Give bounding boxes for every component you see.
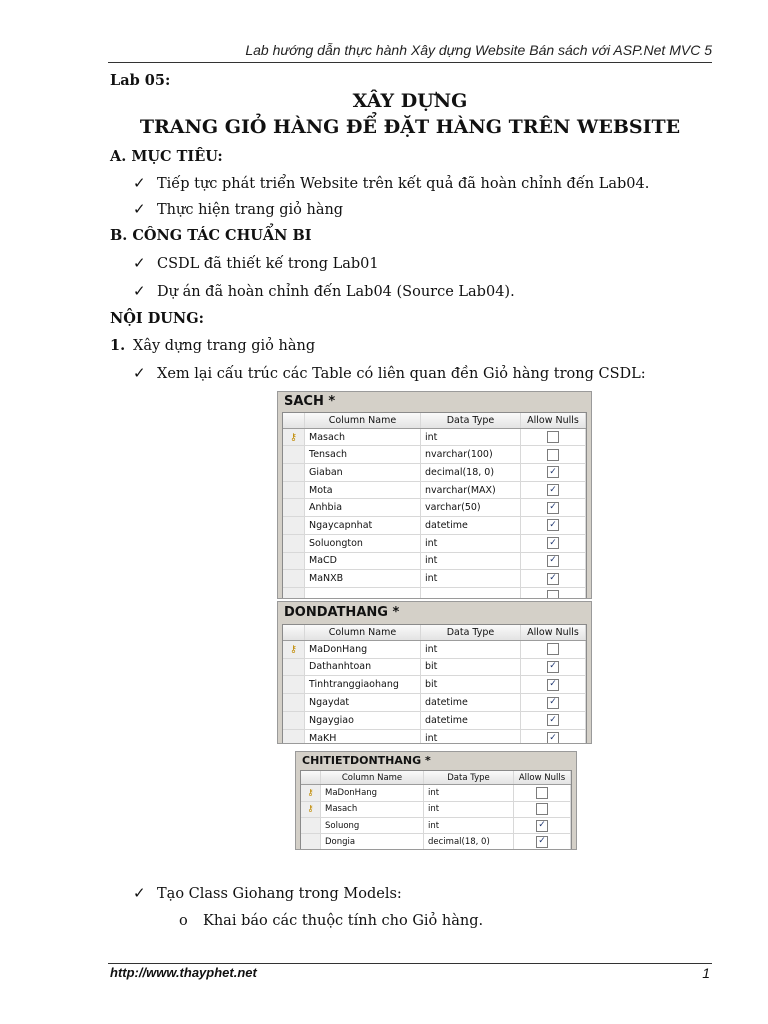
data-type-cell[interactable]: int [424, 785, 514, 800]
table-row[interactable] [283, 570, 586, 588]
data-type-cell[interactable]: int [421, 730, 521, 744]
section-b-item [133, 282, 515, 300]
table-row[interactable] [283, 694, 586, 712]
header-spacer [283, 413, 305, 428]
data-type-cell[interactable]: int [421, 641, 521, 658]
review-item [133, 364, 646, 382]
column-name-cell[interactable]: Ngaycapnhat [305, 517, 421, 534]
data-type-cell[interactable]: int [421, 429, 521, 446]
table-row[interactable] [301, 802, 571, 818]
column-name-cell[interactable]: Masach [305, 429, 421, 446]
table-row[interactable] [283, 588, 586, 599]
table-row[interactable] [283, 482, 586, 500]
data-type-cell[interactable]: datetime [421, 517, 521, 534]
section-a-item [133, 174, 649, 192]
allow-nulls-cell [514, 834, 571, 849]
data-type-cell[interactable]: int [421, 535, 521, 552]
table-row[interactable] [283, 446, 586, 464]
column-header: Column Name [305, 625, 421, 640]
title-line-1: XÂY DỰNG [352, 90, 468, 112]
page-number: 1 [702, 965, 710, 981]
create-class-item [133, 884, 402, 902]
sub-item-text: Khai báo các thuộc tính cho Giỏ hàng. [203, 913, 484, 929]
column-header: Column Name [305, 413, 421, 428]
table-dondathang [277, 601, 592, 744]
table-title: DONDATHANG * [284, 605, 400, 620]
section-a-heading: A. MỤC TIÊU: [110, 148, 223, 165]
table-row[interactable] [283, 499, 586, 517]
table-row[interactable] [283, 464, 586, 482]
key-icon: ⚷ [301, 785, 321, 800]
row-selector [301, 818, 321, 833]
row-selector [283, 588, 305, 599]
table-row[interactable] [283, 429, 586, 447]
data-type-cell[interactable]: bit [421, 676, 521, 693]
title-line-2: TRANG GIỎ HÀNG ĐỂ ĐẶT HÀNG TRÊN WEBSITE [139, 116, 681, 138]
column-name-cell[interactable]: Anhbia [305, 499, 421, 516]
section-b-item [133, 254, 379, 272]
section-a-item [133, 200, 343, 218]
table-grid [282, 624, 587, 744]
column-name-cell[interactable]: Dathanhtoan [305, 659, 421, 676]
allow-nulls-checkbox[interactable] [547, 449, 559, 461]
allow-nulls-cell [521, 482, 586, 499]
allow-nulls-checkbox[interactable]: ✓ [536, 836, 548, 848]
allow-nulls-checkbox[interactable] [547, 643, 559, 655]
row-selector [283, 535, 305, 552]
allow-nulls-cell [521, 464, 586, 481]
table-row[interactable] [283, 712, 586, 730]
row-selector [283, 517, 305, 534]
sub-bullet: o [179, 913, 188, 929]
column-name-cell[interactable]: Tensach [305, 446, 421, 463]
table-row[interactable] [283, 535, 586, 553]
column-name-cell[interactable]: MaDonHang [305, 641, 421, 658]
data-type-cell[interactable]: int [421, 553, 521, 570]
table-sach [277, 391, 592, 599]
allow-nulls-checkbox[interactable]: ✓ [547, 555, 559, 567]
data-type-cell[interactable]: varchar(50) [421, 499, 521, 516]
data-type-cell[interactable]: datetime [421, 694, 521, 711]
column-name-cell[interactable]: Dongia [321, 834, 424, 849]
footer-link[interactable]: http://www.thayphet.net [110, 965, 257, 980]
allow-nulls-cell [521, 730, 586, 744]
column-name-cell[interactable]: MaCD [305, 553, 421, 570]
allow-nulls-cell [521, 429, 586, 446]
step-1 [110, 337, 315, 354]
table-header-row [283, 625, 586, 641]
key-icon: ⚷ [283, 641, 305, 658]
check-icon: ✓ [133, 364, 146, 382]
column-name-cell[interactable]: MaDonHang [321, 785, 424, 800]
allow-nulls-cell [514, 785, 571, 800]
data-type-cell[interactable]: decimal(18, 0) [424, 834, 514, 849]
column-name-cell[interactable]: MaNXB [305, 570, 421, 587]
table-title: SACH * [284, 394, 336, 409]
allow-nulls-checkbox[interactable] [547, 431, 559, 443]
row-selector [283, 499, 305, 516]
allow-nulls-checkbox[interactable]: ✓ [547, 697, 559, 709]
data-type-cell[interactable] [421, 588, 521, 599]
data-type-cell[interactable]: bit [421, 659, 521, 676]
row-selector [283, 712, 305, 729]
step-number: 1. [110, 337, 126, 354]
lab-label: Lab 05: [110, 72, 171, 89]
column-header: Data Type [421, 625, 521, 640]
section-a-item-text: Thực hiện trang giỏ hàng [157, 202, 344, 218]
allow-nulls-checkbox[interactable]: ✓ [547, 661, 559, 673]
allow-nulls-checkbox[interactable]: ✓ [547, 732, 559, 744]
column-header: Column Name [321, 771, 424, 784]
allow-nulls-cell [521, 535, 586, 552]
allow-nulls-checkbox[interactable]: ✓ [547, 679, 559, 691]
column-name-cell[interactable]: Ngaydat [305, 694, 421, 711]
allow-nulls-cell [521, 694, 586, 711]
table-row[interactable] [301, 785, 571, 801]
table-row[interactable] [283, 676, 586, 694]
header-spacer [283, 625, 305, 640]
data-type-cell[interactable]: decimal(18, 0) [421, 464, 521, 481]
footer-divider [108, 963, 712, 964]
check-icon: ✓ [133, 200, 146, 218]
allow-nulls-cell [514, 802, 571, 817]
data-type-cell[interactable]: nvarchar(100) [421, 446, 521, 463]
allow-nulls-cell [521, 446, 586, 463]
column-header: Data Type [421, 413, 521, 428]
row-selector [283, 659, 305, 676]
table-header-row [301, 771, 571, 785]
key-icon: ⚷ [301, 802, 321, 817]
content-heading: NỘI DUNG: [110, 310, 204, 327]
key-icon: ⚷ [283, 429, 305, 446]
column-name-cell[interactable] [305, 588, 421, 599]
allow-nulls-checkbox[interactable]: ✓ [536, 820, 548, 832]
data-type-cell[interactable]: int [421, 570, 521, 587]
row-selector [283, 694, 305, 711]
allow-nulls-cell [521, 676, 586, 693]
table-row[interactable] [283, 659, 586, 677]
allow-nulls-checkbox[interactable] [536, 803, 548, 815]
allow-nulls-cell [521, 570, 586, 587]
section-b-item-text: CSDL đã thiết kế trong Lab01 [157, 256, 379, 272]
row-selector [283, 730, 305, 744]
check-icon: ✓ [133, 282, 146, 300]
header-divider [108, 62, 712, 63]
review-item-text: Xem lại cấu trúc các Table có liên quan đền Giỏ hàng trong CSDL: [157, 366, 646, 382]
allow-nulls-cell [521, 553, 586, 570]
allow-nulls-checkbox[interactable]: ✓ [547, 714, 559, 726]
allow-nulls-checkbox[interactable]: ✓ [547, 573, 559, 585]
table-row[interactable] [283, 517, 586, 535]
section-b-item-text: Dự án đã hoàn chỉnh đến Lab04 (Source Lab04). [157, 284, 515, 300]
data-type-cell[interactable]: datetime [421, 712, 521, 729]
column-name-cell[interactable]: Tinhtranggiaohang [305, 676, 421, 693]
column-name-cell[interactable]: Ngaygiao [305, 712, 421, 729]
column-name-cell[interactable]: MaKH [305, 730, 421, 744]
row-selector [283, 446, 305, 463]
allow-nulls-checkbox[interactable]: ✓ [547, 519, 559, 531]
allow-nulls-cell [521, 641, 586, 658]
section-a-item-text: Tiếp tực phát triển Website trên kết quả đã hoàn chỉnh đến Lab04. [157, 176, 650, 192]
column-header: Allow Nulls [521, 625, 586, 640]
data-type-cell[interactable]: int [424, 802, 514, 817]
table-row[interactable] [283, 553, 586, 571]
data-type-cell[interactable]: nvarchar(MAX) [421, 482, 521, 499]
allow-nulls-cell [514, 818, 571, 833]
allow-nulls-cell [521, 517, 586, 534]
allow-nulls-checkbox[interactable]: ✓ [547, 537, 559, 549]
sub-item [179, 913, 483, 929]
allow-nulls-cell [521, 659, 586, 676]
column-header: Allow Nulls [514, 771, 571, 784]
allow-nulls-checkbox[interactable]: ✓ [547, 466, 559, 478]
allow-nulls-cell [521, 712, 586, 729]
row-selector [283, 676, 305, 693]
row-selector [283, 482, 305, 499]
create-class-text: Tạo Class Giohang trong Models: [157, 886, 402, 902]
allow-nulls-cell [521, 499, 586, 516]
allow-nulls-checkbox[interactable] [536, 787, 548, 799]
table-row[interactable] [283, 730, 586, 744]
check-icon: ✓ [133, 254, 146, 272]
check-icon: ✓ [133, 174, 146, 192]
allow-nulls-checkbox[interactable]: ✓ [547, 502, 559, 514]
table-chitietdonthang [295, 751, 577, 850]
allow-nulls-checkbox[interactable]: ✓ [547, 484, 559, 496]
table-row[interactable] [301, 818, 571, 834]
column-header: Allow Nulls [521, 413, 586, 428]
table-row[interactable] [283, 641, 586, 659]
column-name-cell[interactable]: Soluong [321, 818, 424, 833]
column-header: Data Type [424, 771, 514, 784]
table-grid [300, 770, 572, 850]
column-name-cell[interactable]: Mota [305, 482, 421, 499]
table-title: CHITIETDONTHANG * [302, 754, 431, 767]
row-selector [283, 553, 305, 570]
table-row[interactable] [301, 834, 571, 850]
header-spacer [301, 771, 321, 784]
step-label: Xây dựng trang giỏ hàng [133, 338, 316, 354]
row-selector [283, 570, 305, 587]
column-name-cell[interactable]: Masach [321, 802, 424, 817]
column-name-cell[interactable]: Soluongton [305, 535, 421, 552]
row-selector [301, 834, 321, 849]
page-header-text: Lab hướng dẫn thực hành Xây dựng Website Bán sách với ASP.Net MVC 5 [245, 42, 712, 58]
data-type-cell[interactable]: int [424, 818, 514, 833]
row-selector [283, 464, 305, 481]
table-grid [282, 412, 587, 599]
allow-nulls-cell [521, 588, 586, 599]
table-header-row [283, 413, 586, 429]
section-b-heading: B. CÔNG TÁC CHUẨN BI [110, 227, 312, 244]
column-name-cell[interactable]: Giaban [305, 464, 421, 481]
allow-nulls-checkbox[interactable] [547, 590, 559, 599]
check-icon: ✓ [133, 884, 146, 902]
